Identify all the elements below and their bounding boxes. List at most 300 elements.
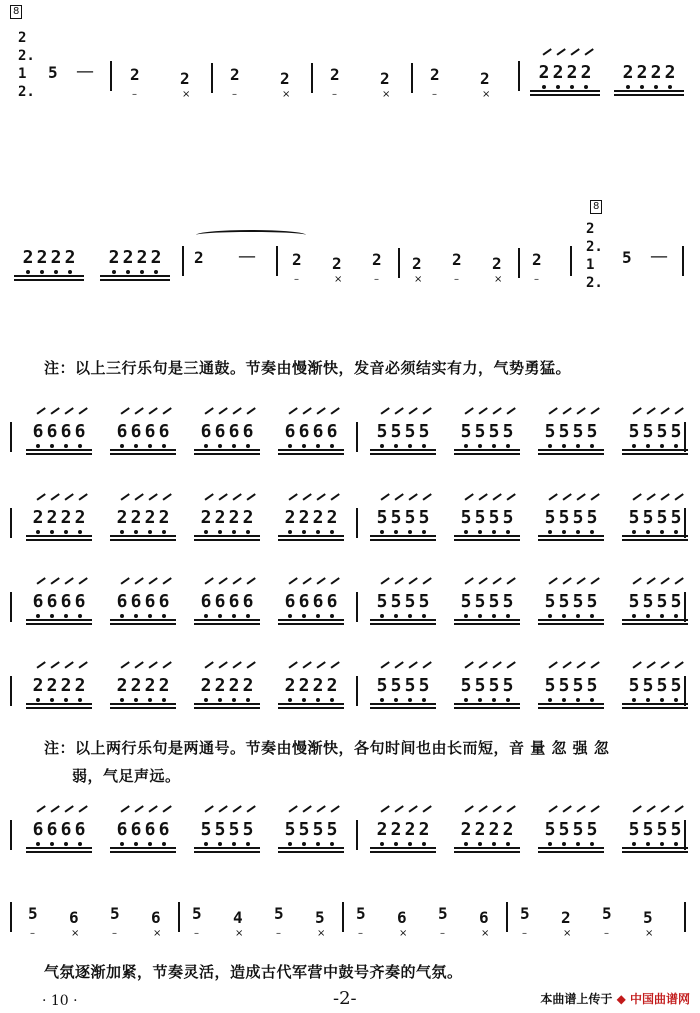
beam-line [622,703,688,705]
note-digit: 2 [330,65,340,84]
note-digit: 5 [559,820,570,840]
note-digit: 5 [503,676,514,696]
accent-mark [218,661,227,668]
note-digit: 2 [480,69,490,88]
accent-mark [316,577,325,584]
beam-line [278,619,344,621]
technique-mark: – [276,928,281,939]
beam-line [622,619,688,621]
barline [110,61,112,91]
note-digit: 5 [657,508,668,528]
accent-mark [646,805,655,812]
accent-mark [646,577,655,584]
note-digit: 5 [315,908,325,927]
note-digit: 2 [405,820,416,840]
accent-mark [584,48,593,55]
accent-mark [120,805,129,812]
technique-mark: × [182,89,191,100]
accent-mark [492,407,501,414]
accent-mark [218,407,227,414]
accent-mark [660,805,669,812]
beam-line [278,703,344,705]
tie-slur [196,230,306,240]
note-digit: 6 [243,592,254,612]
hold-dash: — [650,246,668,267]
beam-line [110,539,176,541]
accent-mark [422,805,431,812]
accent-mark [148,577,157,584]
beam-line [26,703,92,705]
accent-mark [288,661,297,668]
note-group [530,63,600,99]
accent-mark [162,493,171,500]
note-digit: 5 [671,820,682,840]
note-digit: 5 [573,592,584,612]
technique-mark: – [132,89,137,100]
accent-mark [408,577,417,584]
beam-line [26,453,92,455]
note-digit: 5 [419,422,430,442]
accent-mark [380,805,389,812]
beam-line [614,90,684,92]
beam-line [538,703,604,705]
repeat-end-barline [684,422,686,452]
note-digit: 2 [243,676,254,696]
note-digit: 5 [629,820,640,840]
accent-mark [632,661,641,668]
accent-mark [330,661,339,668]
accent-mark [302,407,311,414]
accent-mark [120,661,129,668]
note-digit: 2 [327,676,338,696]
hold-dash: — [238,246,256,267]
note-digit: 2 [299,508,310,528]
note-digit: 5 [573,820,584,840]
beam-line [454,847,520,849]
accent-mark [576,577,585,584]
note-digit: 5 [461,592,472,612]
note-digit: 2 [131,508,142,528]
beam-line [278,847,344,849]
accent-mark [330,805,339,812]
barline [518,61,520,91]
note-digit: 5 [643,676,654,696]
accent-mark [64,805,73,812]
accent-mark [134,493,143,500]
note-digit: 2 [117,508,128,528]
note-digit: 2 [50,247,62,268]
accent-mark [302,661,311,668]
technique-mark: – [112,928,117,939]
accent-mark [562,661,571,668]
accent-mark [422,661,431,668]
note-group [110,676,176,712]
beam-line [370,623,436,625]
technique-mark: – [604,928,609,939]
accent-mark [478,493,487,500]
accent-mark [64,661,73,668]
beam-line [110,623,176,625]
accent-mark [246,493,255,500]
accent-mark [464,661,473,668]
beam-line [530,90,600,92]
accent-mark [162,805,171,812]
accent-mark [36,407,45,414]
note-digit: 2 [503,820,514,840]
note-digit: 5 [475,676,486,696]
repeat-end-barline [684,902,686,932]
beam-line [14,279,84,281]
beam-line [278,707,344,709]
score-row [10,592,690,642]
accent-mark [408,407,417,414]
accent-mark [674,493,683,500]
note-digit: 2 [145,508,156,528]
accent-mark [380,407,389,414]
beam-line [614,94,684,96]
accent-mark [590,661,599,668]
beam-line [538,453,604,455]
note-group [278,422,344,458]
beam-line [26,535,92,537]
accent-mark [492,493,501,500]
accent-mark [162,577,171,584]
accent-mark [478,577,487,584]
note-digit: 2 [492,254,502,273]
accent-mark [506,661,515,668]
accent-mark [562,805,571,812]
accent-mark [204,407,213,414]
note-digit: 5 [461,508,472,528]
accent-mark [134,805,143,812]
repeat-start-barline [10,592,12,622]
beam-line [278,535,344,537]
beam-line [454,453,520,455]
note-group [194,592,260,628]
note-group [26,592,92,628]
note-digit: 2 [650,62,662,83]
note-group [370,676,436,712]
note-digit: 6 [33,820,44,840]
beam-line [454,851,520,853]
note-digit: 6 [33,592,44,612]
note-group [110,422,176,458]
accent-mark [394,577,403,584]
note-digit: 5 [587,676,598,696]
section-mark: 8 [590,200,602,214]
note-digit: 5 [671,508,682,528]
accent-mark [674,407,683,414]
beam-line [454,707,520,709]
beam-line [622,851,688,853]
note-digit: 5 [377,422,388,442]
accent-mark [64,407,73,414]
note-digit: 6 [145,820,156,840]
note-digit: 5 [629,508,640,528]
note-digit: 5 [587,508,598,528]
note-digit: 5 [405,676,416,696]
beam-line [194,539,260,541]
accent-mark [50,577,59,584]
note-digit: 6 [47,422,58,442]
note-digit: 6 [117,820,128,840]
beam-line [110,449,176,451]
note-digit: 6 [131,422,142,442]
technique-mark: × [494,274,503,285]
note-digit: 6 [299,592,310,612]
note-digit: 5 [489,592,500,612]
note-digit: 5 [503,422,514,442]
beam-line [194,453,260,455]
note-digit: 2 [61,676,72,696]
accent-mark [148,805,157,812]
beam-line [454,619,520,621]
note-digit: 5 [405,592,416,612]
note-digit: 5 [573,676,584,696]
accent-mark [330,577,339,584]
note-digit: 2 [243,508,254,528]
note-group [454,820,520,856]
barline [211,63,213,93]
technique-mark: – [294,274,299,285]
note-digit: 6 [229,592,240,612]
beam-line [14,275,84,277]
note-digit: 2 [622,62,634,83]
note-digit: 5 [419,592,430,612]
note-digit: 2 [419,820,430,840]
note-group [26,422,92,458]
beam-line [454,449,520,451]
beam-line [26,449,92,451]
accent-mark [562,493,571,500]
accent-mark [674,577,683,584]
note-digit: 2 [430,65,440,84]
beam-line [538,449,604,451]
note-digit: 6 [159,592,170,612]
note-digit: 2 [122,247,134,268]
accent-mark [548,577,557,584]
accent-mark [302,805,311,812]
note-digit: 5 [643,422,654,442]
accent-mark [478,407,487,414]
beam-line [370,453,436,455]
note-digit: 5 [573,508,584,528]
note-group [278,592,344,628]
note-digit: 5 [28,904,38,923]
note-digit: 5 [503,508,514,528]
beam-line [622,535,688,537]
accent-mark [288,493,297,500]
accent-mark [548,407,557,414]
accent-mark [204,577,213,584]
accent-mark [590,577,599,584]
upload-credit [540,990,690,1007]
note-digit: 5 [285,820,296,840]
note-digit: 6 [313,592,324,612]
brand-name[interactable]: 中国曲谱网 [629,992,690,1006]
upload-label: 本曲谱上传于 [540,992,613,1006]
accent-mark [162,661,171,668]
accent-mark [506,805,515,812]
note-digit: 2 [313,508,324,528]
accent-mark [660,493,669,500]
beam-line [26,623,92,625]
note-group [370,508,436,544]
technique-mark: – [522,928,527,939]
accent-mark [246,577,255,584]
note-digit: 2 [452,250,462,269]
note-digit: 2 [136,247,148,268]
accent-mark [478,805,487,812]
technique-mark: × [645,928,654,939]
note-digit: 2 [412,254,422,273]
note-group [370,592,436,628]
note-digit: 6 [285,422,296,442]
repeat-end-barline [684,508,686,538]
beam-line [194,619,260,621]
note-digit: 6 [479,908,489,927]
note-group [194,508,260,544]
accent-mark [562,577,571,584]
barline [682,246,684,276]
accent-mark [548,661,557,668]
chord-stack: 2 2. 1 2. [18,30,35,100]
note-group [454,592,520,628]
beam-line [110,619,176,621]
note-digit: 2 [131,676,142,696]
note-digit: 5 [215,820,226,840]
beam-line [538,623,604,625]
note-digit: 5 [391,592,402,612]
repeat-start-barline [10,676,12,706]
beam-line [194,623,260,625]
beam-line [110,703,176,705]
beam-line [370,535,436,537]
accent-mark [50,407,59,414]
accent-mark [576,493,585,500]
note-digit: 5 [299,820,310,840]
accent-mark [78,407,87,414]
technique-mark: × [414,274,423,285]
note-digit: 5 [461,676,472,696]
note-group [194,422,260,458]
note-digit: 2 [581,63,592,83]
accent-mark [288,407,297,414]
technique-mark: × [382,89,391,100]
note-group [614,63,684,99]
accent-mark [464,407,473,414]
beam-line [370,703,436,705]
technique-mark: – [358,928,363,939]
beam-line [194,847,260,849]
note-digit: 2 [33,676,44,696]
note-group [622,820,688,856]
accent-mark [556,48,565,55]
note-group [538,508,604,544]
note-digit: 2 [61,508,72,528]
note-digit: 6 [131,820,142,840]
accent-mark [302,577,311,584]
repeat-start-barline [10,508,12,538]
beam-line [110,535,176,537]
accent-mark [64,493,73,500]
note-digit: 5 [475,508,486,528]
note-group [100,248,170,284]
accent-mark [232,493,241,500]
note-digit: 5 [545,820,556,840]
technique-mark: – [30,928,35,939]
technique-mark: – [332,89,337,100]
accent-mark [646,493,655,500]
accent-mark [394,805,403,812]
note-group [278,676,344,712]
technique-mark: × [235,928,244,939]
note-digit: 2 [391,820,402,840]
barline [506,902,508,932]
accent-mark [492,577,501,584]
page-number: -2- [333,988,357,1009]
accent-mark [78,493,87,500]
section-mark: 8 [10,5,22,19]
beam-line [454,703,520,705]
beam-line [110,847,176,849]
note-digit: 2 [332,254,342,273]
repeat-barline [276,246,278,276]
beam-line [26,539,92,541]
note-digit: 5 [559,422,570,442]
note-digit: 2 [553,63,564,83]
beam-line [370,449,436,451]
accent-mark [576,805,585,812]
technique-mark: × [481,928,490,939]
technique-mark: × [317,928,326,939]
note-group [538,676,604,712]
accent-mark [548,805,557,812]
note-digit: 2 [150,247,162,268]
accent-mark [246,407,255,414]
note-digit: 6 [47,592,58,612]
note-digit: 2 [461,820,472,840]
single-notes-row [28,902,688,942]
accent-mark [394,661,403,668]
barline [342,902,344,932]
note-digit: 5 [559,508,570,528]
beam-line [622,707,688,709]
accent-mark [134,661,143,668]
note-digit: 2 [561,908,571,927]
note-digit: 2 [380,69,390,88]
technique-mark: × [399,928,408,939]
beam-line [370,539,436,541]
repeat-end-barline [570,246,572,276]
accent-mark [316,805,325,812]
note-digit: 2 [285,508,296,528]
barline [411,63,413,93]
beam-line [538,619,604,621]
beam-line [538,535,604,537]
note-digit: 6 [229,422,240,442]
note-digit: 5 [643,820,654,840]
beam-line [194,851,260,853]
note-digit: 5 [377,676,388,696]
note-digit: 5 [503,592,514,612]
accent-mark [394,493,403,500]
note-digit: 2 [664,62,676,83]
note-digit: 2 [159,676,170,696]
note-digit: 5 [229,820,240,840]
note-digit: 5 [520,904,530,923]
accent-mark [134,577,143,584]
